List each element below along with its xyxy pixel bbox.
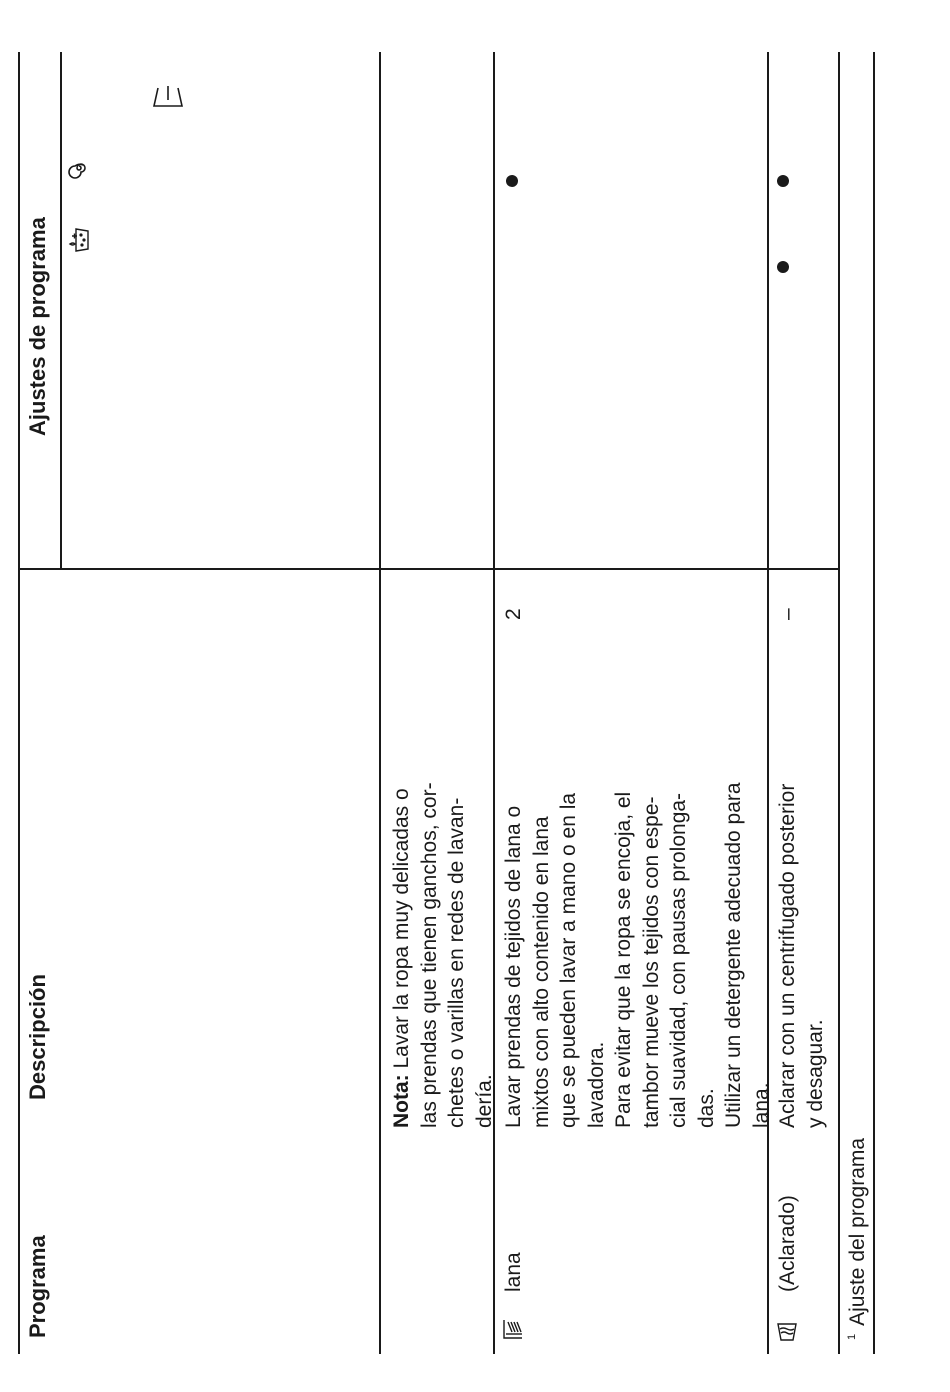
table-bottom-border <box>838 52 840 1354</box>
lana-line-3: que se pueden lavar a mano o en la <box>557 792 580 1128</box>
lana-line-4: lavadora. <box>584 1041 608 1128</box>
lana-line-7: cial suavidad, con pausas prolonga- <box>667 792 690 1128</box>
lana-value: 2 <box>502 608 525 620</box>
footnote-text: Ajuste del programa <box>846 1137 869 1326</box>
ajustes-header-underline <box>60 52 62 568</box>
note-line-4: dería. <box>472 1074 496 1128</box>
drain-icon <box>148 82 188 112</box>
lana-line-5: Para evitar que la ropa se encoja, el <box>612 791 635 1128</box>
note-line-1: Lavar la ropa muy delicadas o <box>390 788 413 1075</box>
lana-line-6: tambor mueve los tejidos con espe- <box>639 796 663 1128</box>
note-line-2: las prendas que tienen ganchos, cor- <box>417 782 441 1128</box>
aclarado-line-2: y desaguar. <box>803 1019 827 1128</box>
lana-line-8: das. <box>694 1088 718 1128</box>
lana-program-label: lana <box>502 1252 525 1292</box>
spin-icon <box>66 155 92 181</box>
row-separator-2 <box>767 52 769 1354</box>
aclarado-value: – <box>776 608 799 620</box>
row-separator-1 <box>493 52 495 1354</box>
table-top-border <box>18 52 20 1354</box>
lana-line-9: Utilizar un detergente adecuado para <box>722 782 745 1128</box>
lana-spin-dot <box>506 175 518 187</box>
lana-line-10: lana. <box>749 1082 773 1128</box>
wool-icon <box>500 1316 526 1342</box>
page-edge-line <box>873 52 875 1354</box>
aclarado-extra-rinse-dot <box>777 261 789 273</box>
note-line-3: chetes o varillas en redes de lavan- <box>445 797 468 1128</box>
lana-line-2: mixtos con alto contenido en lana <box>529 816 553 1128</box>
extra-rinse-icon <box>64 227 94 253</box>
row3-description <box>774 784 829 1128</box>
aclarado-line-1: Aclarar con un centrifugado posterior <box>776 783 799 1128</box>
header-row-separator <box>379 52 381 1354</box>
column-separator-descripcion-ajustes <box>18 568 838 570</box>
note-label: Nota: <box>390 1074 413 1128</box>
aclarado-program-label: (Aclarado) <box>776 1195 799 1292</box>
rinse-icon <box>774 1318 800 1344</box>
lana-line-1: Lavar prendas de tejidos de lana o <box>502 805 525 1128</box>
header-programa: Programa <box>25 1235 50 1338</box>
footnote <box>846 1138 870 1340</box>
header-descripcion: Descripción <box>25 974 50 1100</box>
header-ajustes: Ajustes de programa <box>25 217 50 436</box>
row1-description <box>388 782 498 1128</box>
footnote-marker: 1 <box>846 1333 858 1340</box>
aclarado-spin-dot <box>777 175 789 187</box>
row2-description <box>500 782 775 1128</box>
